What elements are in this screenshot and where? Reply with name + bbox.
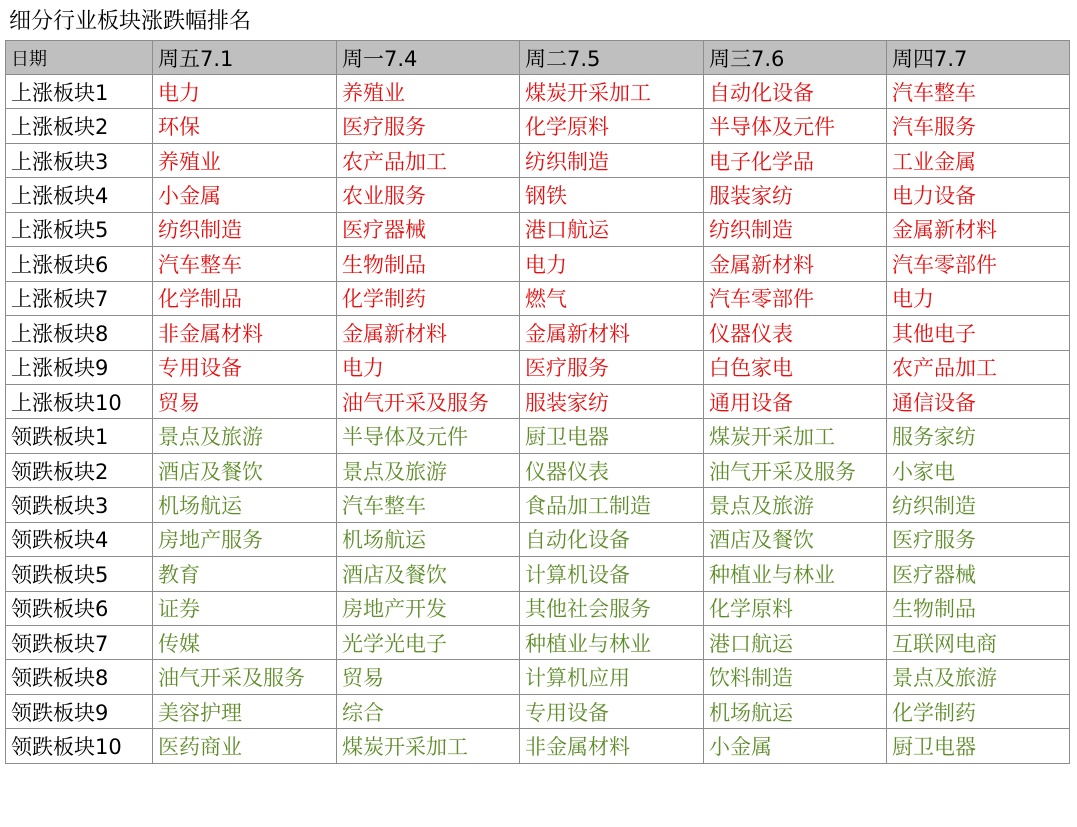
sector-cell: 种植业与林业 (520, 626, 704, 660)
sector-cell: 医疗器械 (887, 557, 1070, 591)
sector-cell: 港口航运 (520, 212, 704, 246)
sector-cell: 食品加工制造 (520, 488, 704, 522)
sector-cell: 金属新材料 (887, 212, 1070, 246)
sector-cell: 专用设备 (153, 350, 337, 384)
sector-cell: 贸易 (337, 660, 520, 694)
sector-cell: 景点及旅游 (704, 488, 887, 522)
down-sector-row (6, 488, 1070, 522)
sector-cell: 计算机设备 (520, 557, 704, 591)
up-sector-row (6, 247, 1070, 281)
down-sector-row (6, 453, 1070, 487)
down-sector-row (6, 660, 1070, 694)
up-sector-row (6, 178, 1070, 212)
row-label: 上涨板块10 (6, 384, 153, 418)
sector-cell: 酒店及餐饮 (153, 453, 337, 487)
sector-cell: 医疗服务 (337, 109, 520, 143)
sector-cell: 专用设备 (520, 694, 704, 728)
sector-cell: 纺织制造 (887, 488, 1070, 522)
sector-cell: 通用设备 (704, 384, 887, 418)
sector-cell: 生物制品 (887, 591, 1070, 625)
sector-cell: 半导体及元件 (704, 109, 887, 143)
sector-cell: 机场航运 (153, 488, 337, 522)
sector-cell: 服装家纺 (704, 178, 887, 212)
sector-cell: 贸易 (153, 384, 337, 418)
sector-cell: 汽车服务 (887, 109, 1070, 143)
table-header-row (6, 41, 1070, 75)
row-label: 领跌板块1 (6, 419, 153, 453)
sector-cell: 汽车零部件 (887, 247, 1070, 281)
sector-cell: 工业金属 (887, 143, 1070, 177)
sector-cell: 饮料制造 (704, 660, 887, 694)
sector-cell: 酒店及餐饮 (704, 522, 887, 556)
sector-cell: 燃气 (520, 281, 704, 315)
up-sector-row (6, 384, 1070, 418)
row-label: 上涨板块6 (6, 247, 153, 281)
sector-cell: 农产品加工 (887, 350, 1070, 384)
sector-cell: 传媒 (153, 626, 337, 660)
down-sector-row (6, 626, 1070, 660)
down-sector-row (6, 591, 1070, 625)
sector-cell: 证券 (153, 591, 337, 625)
row-label: 上涨板块7 (6, 281, 153, 315)
sector-cell: 医疗服务 (520, 350, 704, 384)
page-title: 细分行业板块涨跌幅排名 (9, 9, 252, 34)
row-label: 领跌板块10 (6, 729, 153, 763)
sector-cell: 汽车整车 (887, 75, 1070, 109)
row-label: 领跌板块8 (6, 660, 153, 694)
sector-cell: 房地产开发 (337, 591, 520, 625)
sector-cell: 煤炭开采加工 (337, 729, 520, 763)
sector-cell: 电力 (887, 281, 1070, 315)
down-sector-row (6, 557, 1070, 591)
row-label: 领跌板块3 (6, 488, 153, 522)
up-sector-row (6, 109, 1070, 143)
sector-cell: 非金属材料 (520, 729, 704, 763)
sector-cell: 农业服务 (337, 178, 520, 212)
sector-cell: 教育 (153, 557, 337, 591)
row-label: 领跌板块7 (6, 626, 153, 660)
sector-cell: 纺织制造 (520, 143, 704, 177)
sector-cell: 白色家电 (704, 350, 887, 384)
up-sector-row (6, 75, 1070, 109)
sector-cell: 机场航运 (337, 522, 520, 556)
row-label: 领跌板块9 (6, 694, 153, 728)
sector-cell: 煤炭开采加工 (520, 75, 704, 109)
header-day: 周二7.5 (520, 41, 704, 75)
sector-cell: 医药商业 (153, 729, 337, 763)
sector-cell: 自动化设备 (704, 75, 887, 109)
down-sector-row (6, 419, 1070, 453)
row-label: 上涨板块8 (6, 316, 153, 350)
sector-cell: 化学制药 (337, 281, 520, 315)
sector-cell: 仪器仪表 (520, 453, 704, 487)
sector-cell: 酒店及餐饮 (337, 557, 520, 591)
row-label: 上涨板块2 (6, 109, 153, 143)
sector-cell: 服务家纺 (887, 419, 1070, 453)
row-label: 领跌板块5 (6, 557, 153, 591)
sector-cell: 小金属 (153, 178, 337, 212)
sector-cell: 光学光电子 (337, 626, 520, 660)
sector-cell: 化学制药 (887, 694, 1070, 728)
up-sector-row (6, 281, 1070, 315)
sector-cell: 钢铁 (520, 178, 704, 212)
sector-cell: 非金属材料 (153, 316, 337, 350)
sector-cell: 互联网电商 (887, 626, 1070, 660)
sector-cell: 汽车零部件 (704, 281, 887, 315)
sector-cell: 医疗服务 (887, 522, 1070, 556)
sector-cell: 通信设备 (887, 384, 1070, 418)
sector-cell: 医疗器械 (337, 212, 520, 246)
down-sector-row (6, 729, 1070, 763)
row-label: 领跌板块4 (6, 522, 153, 556)
sector-cell: 电力设备 (887, 178, 1070, 212)
sector-cell: 自动化设备 (520, 522, 704, 556)
sector-cell: 小家电 (887, 453, 1070, 487)
sector-cell: 景点及旅游 (337, 453, 520, 487)
sector-cell: 服装家纺 (520, 384, 704, 418)
sector-cell: 电力 (153, 75, 337, 109)
sector-cell: 厨卫电器 (887, 729, 1070, 763)
row-label: 上涨板块4 (6, 178, 153, 212)
sector-cell: 计算机应用 (520, 660, 704, 694)
up-sector-row (6, 316, 1070, 350)
sector-cell: 汽车整车 (153, 247, 337, 281)
sector-cell: 种植业与林业 (704, 557, 887, 591)
sector-cell: 金属新材料 (520, 316, 704, 350)
sector-cell: 电力 (520, 247, 704, 281)
sector-cell: 纺织制造 (153, 212, 337, 246)
sector-ranking-table (5, 40, 1070, 764)
row-label: 领跌板块2 (6, 453, 153, 487)
sector-cell: 综合 (337, 694, 520, 728)
sector-cell: 美容护理 (153, 694, 337, 728)
sector-cell: 化学制品 (153, 281, 337, 315)
sector-cell: 纺织制造 (704, 212, 887, 246)
sector-cell: 金属新材料 (704, 247, 887, 281)
sector-cell: 养殖业 (153, 143, 337, 177)
sector-cell: 环保 (153, 109, 337, 143)
sector-cell: 油气开采及服务 (153, 660, 337, 694)
header-day: 周五7.1 (153, 41, 337, 75)
header-date: 日期 (6, 41, 153, 75)
sector-cell: 农产品加工 (337, 143, 520, 177)
sector-cell: 电力 (337, 350, 520, 384)
sector-cell: 养殖业 (337, 75, 520, 109)
sector-cell: 小金属 (704, 729, 887, 763)
up-sector-row (6, 143, 1070, 177)
header-day: 周一7.4 (337, 41, 520, 75)
sector-cell: 景点及旅游 (153, 419, 337, 453)
row-label: 上涨板块3 (6, 143, 153, 177)
sector-cell: 港口航运 (704, 626, 887, 660)
down-sector-row (6, 522, 1070, 556)
sector-cell: 景点及旅游 (887, 660, 1070, 694)
sector-cell: 半导体及元件 (337, 419, 520, 453)
sector-cell: 仪器仪表 (704, 316, 887, 350)
up-sector-row (6, 350, 1070, 384)
sector-cell: 电子化学品 (704, 143, 887, 177)
sector-cell: 化学原料 (520, 109, 704, 143)
sector-cell: 生物制品 (337, 247, 520, 281)
sector-cell: 其他电子 (887, 316, 1070, 350)
row-label: 上涨板块5 (6, 212, 153, 246)
sector-cell: 机场航运 (704, 694, 887, 728)
row-label: 上涨板块9 (6, 350, 153, 384)
sector-cell: 金属新材料 (337, 316, 520, 350)
header-day: 周三7.6 (704, 41, 887, 75)
sector-cell: 汽车整车 (337, 488, 520, 522)
sector-cell: 其他社会服务 (520, 591, 704, 625)
sector-cell: 厨卫电器 (520, 419, 704, 453)
header-day: 周四7.7 (887, 41, 1070, 75)
up-sector-row (6, 212, 1070, 246)
row-label: 领跌板块6 (6, 591, 153, 625)
sector-cell: 化学原料 (704, 591, 887, 625)
down-sector-row (6, 694, 1070, 728)
sector-cell: 房地产服务 (153, 522, 337, 556)
sector-cell: 煤炭开采加工 (704, 419, 887, 453)
sector-cell: 油气开采及服务 (704, 453, 887, 487)
row-label: 上涨板块1 (6, 75, 153, 109)
sector-cell: 油气开采及服务 (337, 384, 520, 418)
